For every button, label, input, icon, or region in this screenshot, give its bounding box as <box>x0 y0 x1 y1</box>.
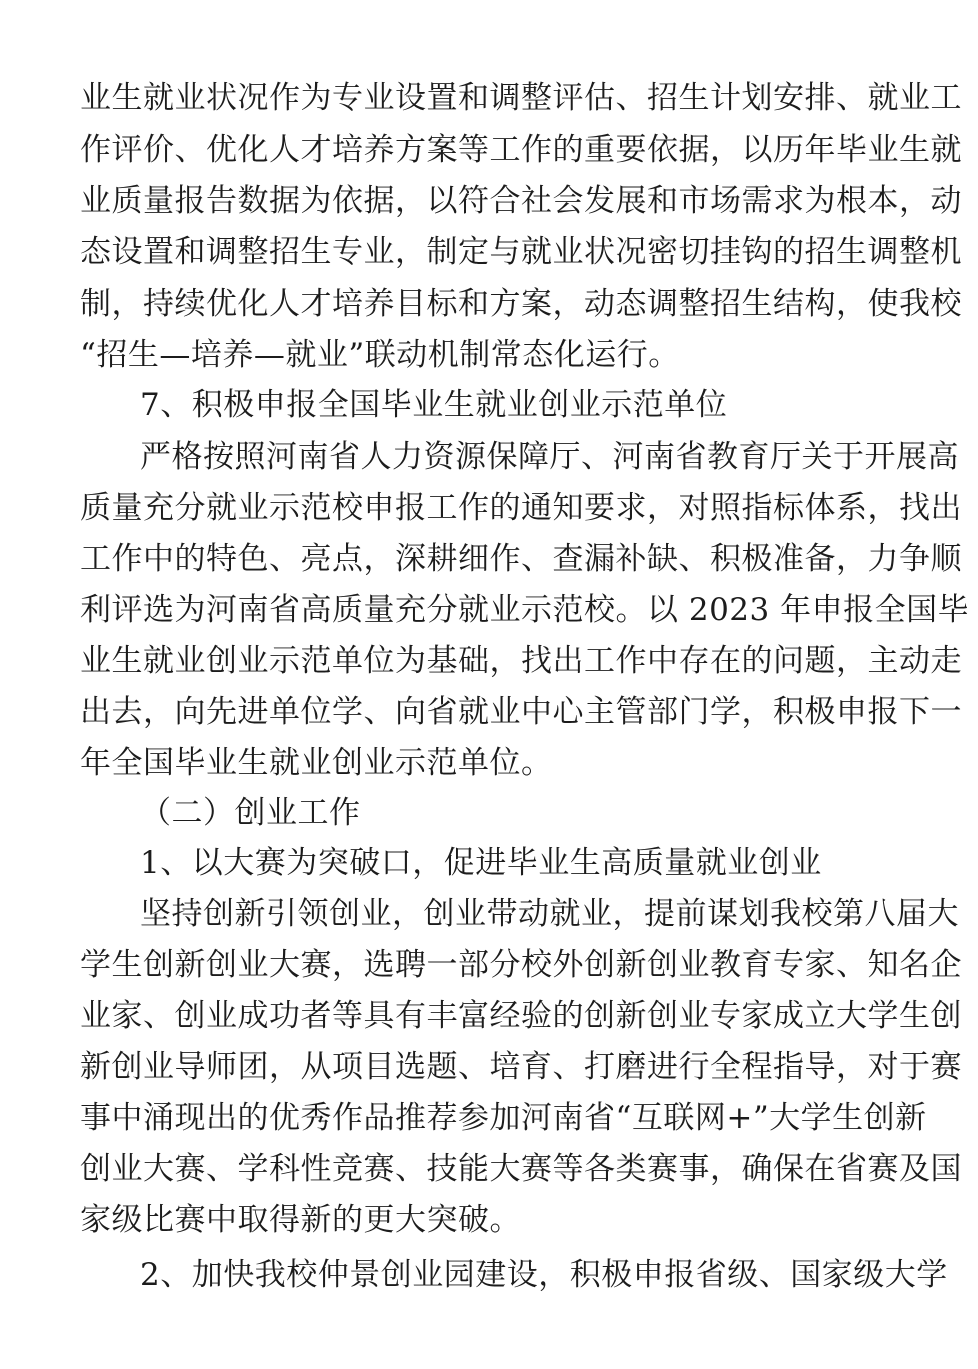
text-line-14: 年全国毕业生就业创业示范单位。 <box>80 745 553 781</box>
section-heading-7: 7、积极申报全国毕业生就业创业示范单位 <box>140 387 728 423</box>
text-line-2: 作评价、优化人才培养方案等工作的重要依据，以历年毕业生就 <box>80 132 962 168</box>
text-line-11: 利评选为河南省高质量充分就业示范校。以 2023 年申报全国毕 <box>80 592 970 628</box>
text-line-20: 新创业导师团，从项目选题、培育、打磨进行全程指导，对于赛 <box>80 1049 962 1085</box>
subsection-heading-1: 1、以大赛为突破口，促进毕业生高质量就业创业 <box>140 845 822 881</box>
text-line-10: 工作中的特色、亮点，深耕细作、查漏补缺、积极准备，力争顺 <box>80 541 962 577</box>
text-line-5: 制，持续优化人才培养目标和方案，动态调整招生结构，使我校 <box>80 286 962 322</box>
section-heading-er: （二）创业工作 <box>140 795 361 831</box>
text-line-13: 出去，向先进单位学、向省就业中心主管部门学，积极申报下一 <box>80 694 962 730</box>
text-line-6: “招生—培养—就业”联动机制常态化运行。 <box>80 337 680 373</box>
text-line-9: 质量充分就业示范校申报工作的通知要求，对照指标体系，找出 <box>80 490 962 526</box>
text-line-17: 坚持创新引领创业，创业带动就业，提前谋划我校第八届大 <box>140 896 959 932</box>
text-line-19: 业家、创业成功者等具有丰富经验的创新创业专家成立大学生创 <box>80 998 962 1034</box>
text-line-3: 业质量报告数据为依据，以符合社会发展和市场需求为根本，动 <box>80 183 962 219</box>
text-line-12: 业生就业创业示范单位为基础，找出工作中存在的问题，主动走 <box>80 643 962 679</box>
text-line-8: 严格按照河南省人力资源保障厅、河南省教育厅关于开展高 <box>140 439 959 475</box>
text-line-22: 创业大赛、学科性竞赛、技能大赛等各类赛事，确保在省赛及国 <box>80 1151 962 1187</box>
text-line-21: 事中涌现出的优秀作品推荐参加河南省“互联网+”大学生创新 <box>80 1100 927 1136</box>
subsection-heading-2: 2、加快我校仲景创业园建设，积极申报省级、国家级大学 <box>140 1257 948 1293</box>
text-line-4: 态设置和调整招生专业，制定与就业状况密切挂钩的招生调整机 <box>80 234 962 270</box>
text-line-18: 学生创新创业大赛，选聘一部分校外创新创业教育专家、知名企 <box>80 947 962 983</box>
text-line-23: 家级比赛中取得新的更大突破。 <box>80 1202 521 1238</box>
text-line-1: 业生就业状况作为专业设置和调整评估、招生计划安排、就业工 <box>80 80 962 116</box>
